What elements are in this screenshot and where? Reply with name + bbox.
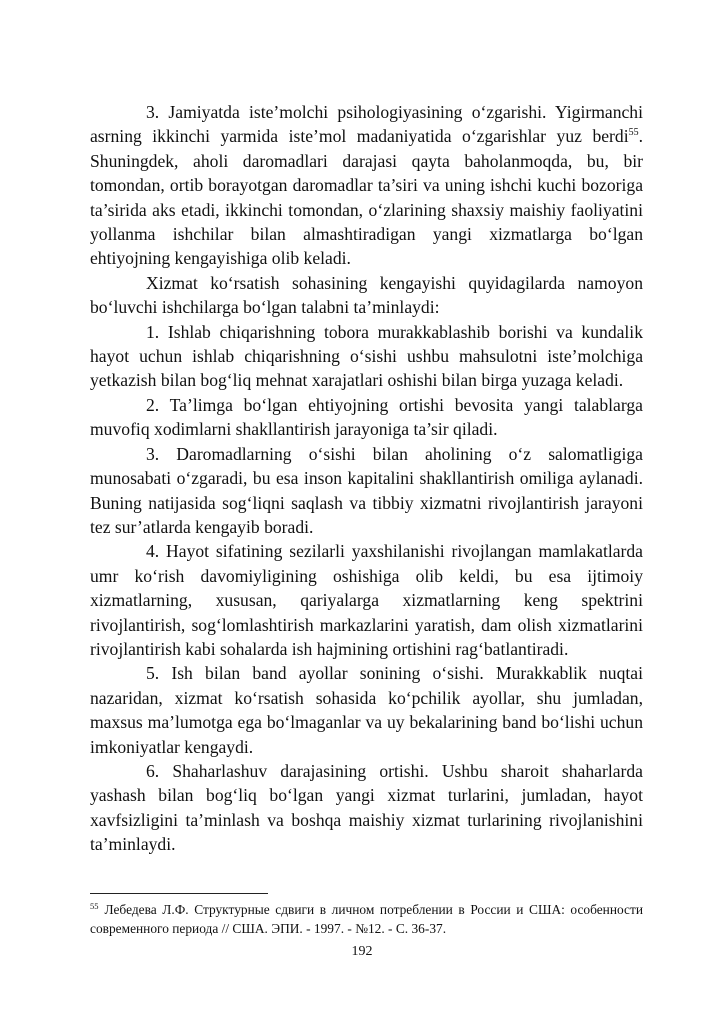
list-item-3: 3. Daromadlarning o‘sishi bilan aholining o‘z salomatligiga munosabati o‘zgaradi, bu esa inson kapitalini shakllantirish omiliga aylanadi. Buning natijasida sog‘liqni saqlash va tibbiy xizmatni rivojlantirish jarayoni tez sur’atlarda kengayib boradi.: [90, 443, 643, 537]
paragraph-3-consumer-psychology: 3. Jamiyatda iste’molchi psihologiyasining o‘zgarishi. Yigirmanchi asrning ikkinchi yarmida iste’mol madaniyatida o‘zgarishlar yuz berdi$^{55}$. Shuningdek, aholi daromadlari darajasi qayta baholanmoqda, bu, bir tomondan, ortib borayotgan daromadlar ta’siri va uning ishchi kuchi bozoriga ta’sirida aks etadi, ikkinchi tomondan, o‘zlarining shaxsiy maishiy faoliyatini yollanma ishchilar bilan almashtiradigan yangi xizmatlarga bo‘lgan ehtiyojning kengayishiga olib keladi.: [90, 102, 643, 269]
list-item-5: 5. Ish bilan band ayollar sonining o‘sishi. Murakkablik nuqtai nazaridan, xizmat ko‘rsatish sohasida ko‘pchilik ayollar, shu jumladan, maxsus ma’lumotga ega bo‘lmaganlar va uy bekalarining band bo‘lishi uchun imkoniyatlar kengaydi.: [90, 663, 643, 757]
footnote-number: 55: [90, 901, 99, 911]
list-item-1: 1. Ishlab chiqarishning tobora murakkablashib borishi va kundalik hayot uchun ishlab chiqarishning o‘sishi ushbu mahsulotni iste’molchiga yetkazish bilan bog‘liq mehnat xarajatlari oshishi bilan birga yuzaga keladi.: [90, 321, 643, 391]
footnote-divider: [90, 893, 268, 894]
list-item-4: 4. Hayot sifatining sezilarli yaxshilanishi rivojlangan mamlakatlarda umr ko‘rish davomiyligining oshishiga olib keldi, bu esa ijtimoiy xizmatlarning, xususan, qariyalarga xizmatlarning keng spektrini rivojlantirish, sog‘lomlashtirish markazlarini yaratish, dam olish xizmatlarini rivojlantirish kabi sohalarda ish hajmining ortishini rag‘batlantiradi.: [90, 541, 643, 659]
footnote-text: Лебедева Л.Ф. Структурные сдвиги в личном потреблении в России и США: особенности современного периода // США. ЭПИ. - 1997. - №12. - С. 36-37.: [90, 902, 643, 936]
footnote: [90, 900, 643, 938]
main-text: [90, 100, 643, 857]
page-number: 192: [351, 944, 373, 959]
footnote-reference[interactable]: 55: [628, 127, 639, 139]
list-item-6: 6. Shaharlashuv darajasining ortishi. Ushbu sharoit shaharlarda yashash bilan bog‘liq bo‘lgan yangi xizmat turlarini, jumladan, hayot xavfsizligini ta’minlash va boshqa maishiy xizmat turlarining rivojlanishini ta’minlaydi.: [90, 760, 643, 855]
list-item-2: 2. Ta’limga bo‘lgan ehtiyojning ortishi bevosita yangi talablarga muvofiq xodimlarni shakllantirish jarayoniga ta’sir qiladi.: [90, 394, 643, 440]
paragraph-service-sector-intro: Xizmat ko‘rsatish sohasining kengayishi quyidagilarda namoyon bo‘luvchi ishchilarga bo‘lgan talabni ta’minlaydi:: [90, 272, 643, 318]
